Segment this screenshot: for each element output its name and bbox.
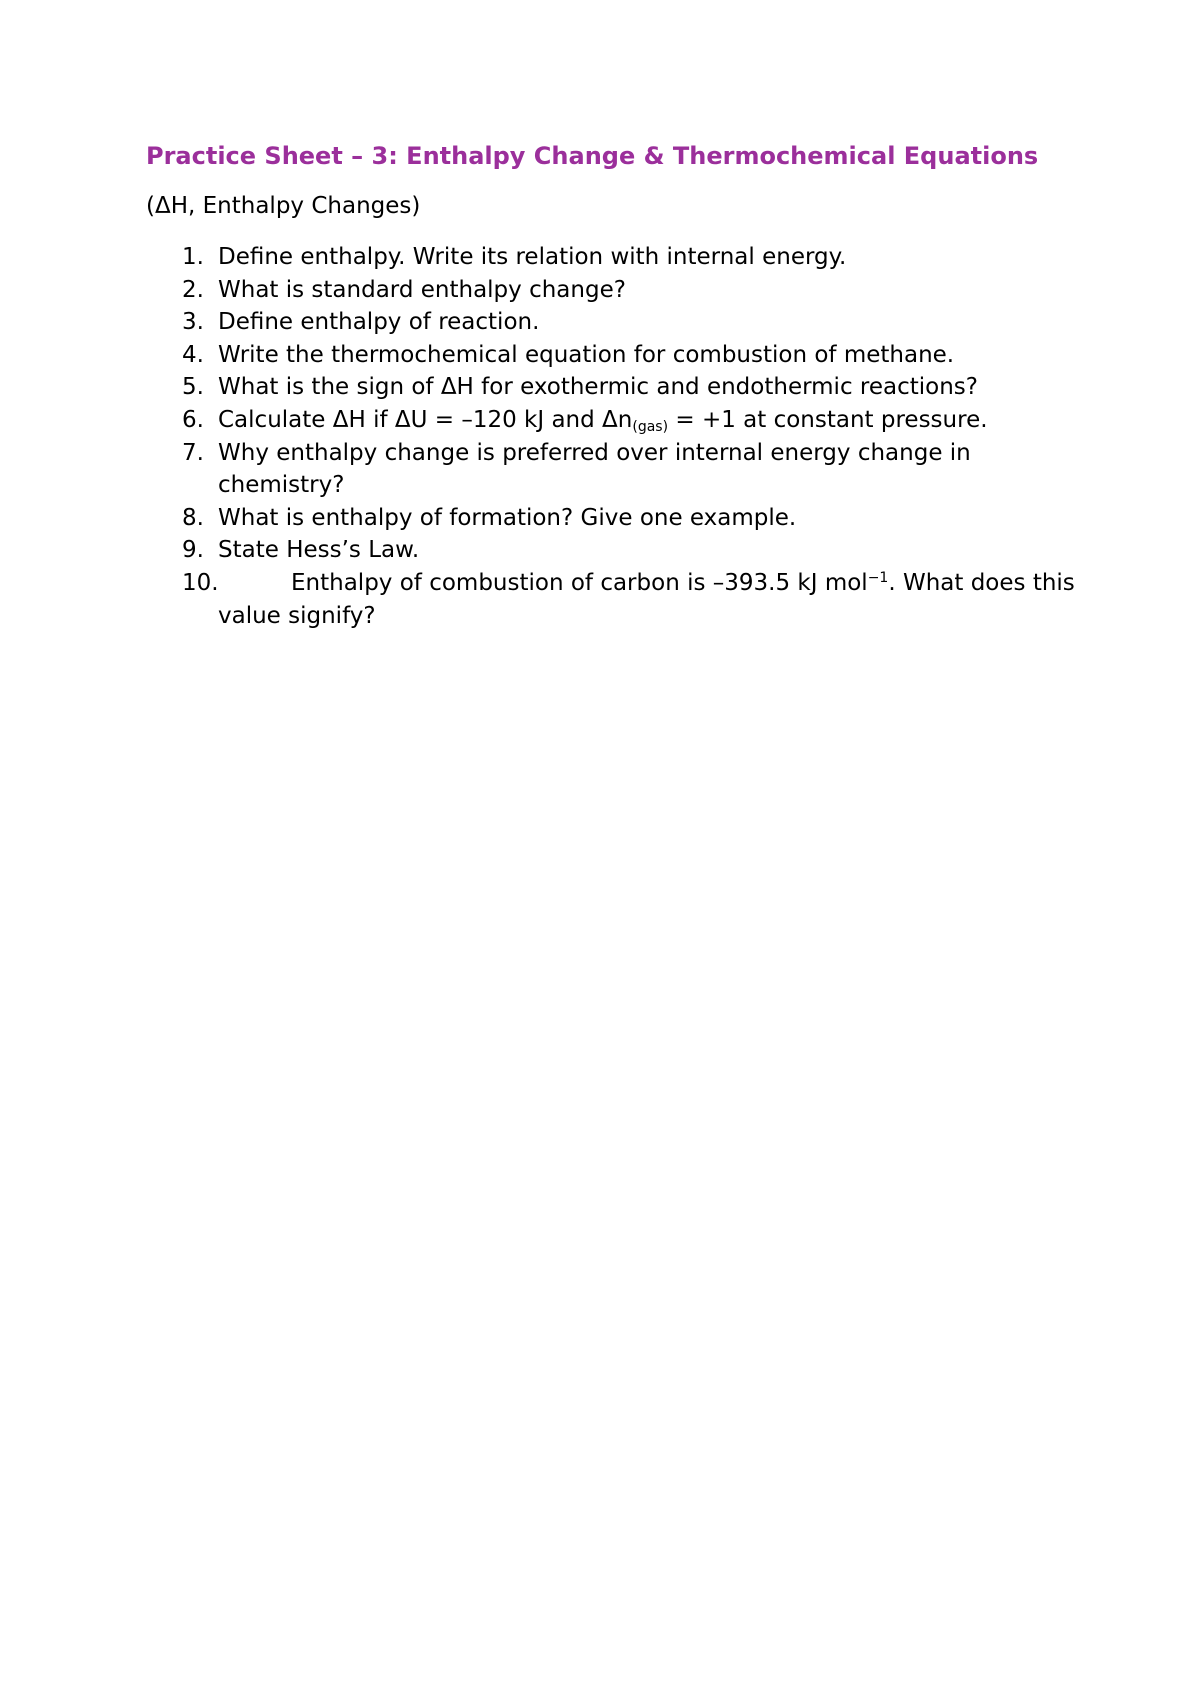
question-item xyxy=(146,241,1076,274)
question-item xyxy=(146,437,1076,502)
question-number: 6. xyxy=(182,406,204,433)
page-title: Practice Sheet – 3: Enthalpy Change & Thermochemical Equations xyxy=(146,142,1039,170)
question-number: 9. xyxy=(182,537,204,564)
question-text-part: . What does this value signify? xyxy=(218,569,1075,629)
question-text: What is enthalpy of formation? Give one example. xyxy=(218,504,797,531)
question-item xyxy=(146,274,1076,307)
question-text: State Hess’s Law. xyxy=(218,537,420,564)
question-item xyxy=(146,339,1076,372)
question-text: Write the thermochemical equation for combustion of methane. xyxy=(218,341,955,368)
page-subtitle: (ΔH, Enthalpy Changes) xyxy=(146,193,421,219)
question-text: Define enthalpy of reaction. xyxy=(218,309,540,336)
question-item xyxy=(146,371,1076,404)
question-number: 5. xyxy=(182,374,204,401)
question-item xyxy=(146,502,1076,535)
question-text xyxy=(218,407,988,433)
question-number: 8. xyxy=(182,504,204,531)
question-text-part: = +1 at constant pressure. xyxy=(668,406,988,433)
unit-superscript: −1 xyxy=(867,569,889,586)
question-number: 1. xyxy=(182,244,204,270)
question-number: 7. xyxy=(182,439,204,466)
question-text: What is the sign of ΔH for exothermic and endothermic reactions? xyxy=(218,374,978,401)
question-text-part: Enthalpy of combustion of carbon is –393.5 kJ mol xyxy=(291,569,868,596)
question-item xyxy=(146,306,1076,339)
question-number: 4. xyxy=(182,341,204,368)
gas-subscript: (gas) xyxy=(632,418,669,435)
question-item xyxy=(146,404,1076,437)
question-text: Define enthalpy. Write its relation with internal energy. xyxy=(218,244,847,270)
question-number: 10. xyxy=(182,569,219,596)
question-text-part: Calculate ΔH if ΔU = –120 kJ and Δn xyxy=(218,406,633,433)
question-text xyxy=(218,570,1075,629)
question-number: 2. xyxy=(182,276,204,303)
question-text: What is standard enthalpy change? xyxy=(218,276,626,303)
question-number: 3. xyxy=(182,309,204,336)
question-list xyxy=(146,241,1076,632)
question-item xyxy=(146,534,1076,567)
question-text: Why enthalpy change is preferred over internal energy change in chemistry? xyxy=(218,439,971,499)
question-item xyxy=(146,567,1076,632)
